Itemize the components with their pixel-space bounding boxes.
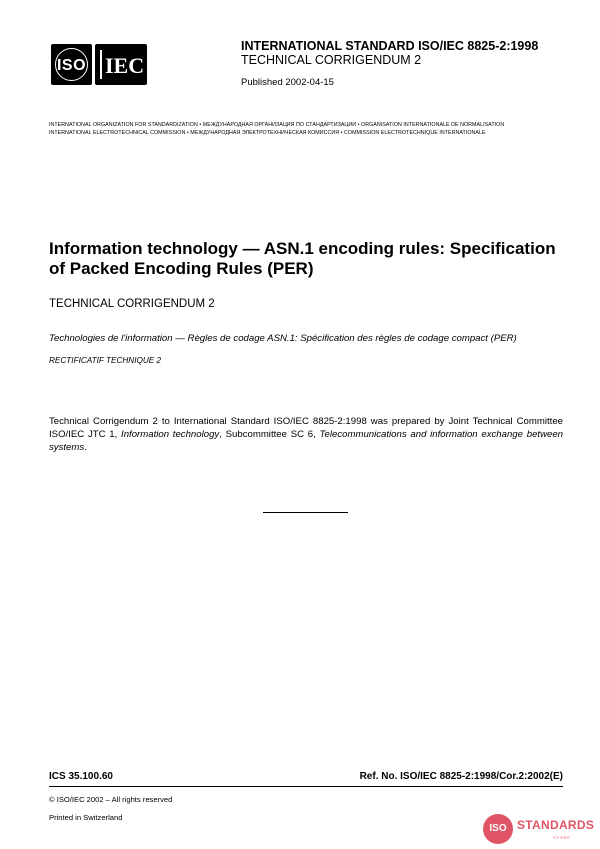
copyright-notice: © ISO/IEC 2002 – All rights reserved <box>49 795 173 804</box>
paragraph-italic: Information technology <box>121 429 220 440</box>
french-corrigendum: RECTIFICATIF TECHNIQUE 2 <box>49 356 162 365</box>
standards-store-logo[interactable] <box>483 812 593 846</box>
organizations-line-2: INTERNATIONAL ELECTROTECHNICAL COMMISSION • МЕЖДУНАРОДНАЯ ЭЛЕКТРОТЕХНИЧЕСКАЯ КОМИССИЯ • COMMISSION ELECTROTECHNIQUE INTERNATIONALE <box>49 130 486 136</box>
foreword-paragraph <box>49 415 563 454</box>
published-date: Published 2002-04-15 <box>241 77 334 88</box>
iso-logo-text: ISO <box>56 57 87 74</box>
corrigendum-subtitle: TECHNICAL CORRIGENDUM 2 <box>241 53 422 67</box>
printed-in: Printed in Switzerland <box>49 813 123 822</box>
paragraph-text: Technical Corrigendum 2 to International Standard ISO/IEC 8825-2:1998 was prepared by Joint Technical Committee ISO/IEC JTC 1, <box>49 416 563 440</box>
paragraph-text: . <box>84 442 87 453</box>
ics-code: ICS 35.100.60 <box>49 771 113 782</box>
iec-logo <box>95 44 147 85</box>
iec-logo-text: IEC <box>105 53 145 78</box>
organizations-line-1: INTERNATIONAL ORGANIZATION FOR STANDARDIZATION • МЕЖДУНАРОДНАЯ ОРГАНИЗАЦИЯ ПО СТАНДАРТИЗАЦИИ • ORGANISATION INTERNATIONALE DE NORMALISATION <box>49 122 505 128</box>
footer-rule <box>49 786 563 787</box>
french-title: Technologies de l'information — Règles de codage ASN.1: Spécification des règles de codage compact (PER) <box>49 333 517 344</box>
corrigendum-label: TECHNICAL CORRIGENDUM 2 <box>49 298 215 310</box>
store-iso-badge <box>483 814 513 844</box>
reference-number: Ref. No. ISO/IEC 8825-2:1998/Cor.2:2002(E) <box>359 771 563 782</box>
paragraph-italic: Telecommunications and information exchange between systems <box>49 429 564 453</box>
iso-logo <box>51 44 92 85</box>
paragraph-text: , Subcommittee SC 6, <box>219 429 320 440</box>
store-logo-subtext: STORE <box>553 835 571 840</box>
standard-title: INTERNATIONAL STANDARD ISO/IEC 8825-2:1998 <box>241 39 539 53</box>
section-divider <box>263 512 348 513</box>
iec-logo-bar <box>100 50 102 79</box>
store-logo-text: STANDARDS <box>517 818 595 832</box>
document-title: Information technology — ASN.1 encoding rules: Specification of Packed Encoding Rules (PER) <box>49 239 556 278</box>
store-iso-text: ISO <box>489 823 507 834</box>
